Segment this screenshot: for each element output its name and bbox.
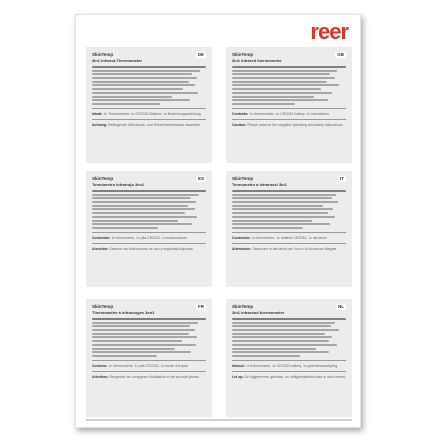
language-grid	[86, 47, 352, 419]
card-de	[86, 47, 212, 163]
caution-line: Attenzione: Osservare le istruzioni per l'uso e di sicurezza allegate.	[232, 246, 338, 251]
card-title: 3in1 Infrarot-Thermometer	[92, 58, 143, 63]
caution-line: Atención: Observe las indicaciones de uso y seguridad adjuntas.	[92, 246, 194, 251]
brand-logo: reer	[310, 19, 348, 44]
language-badge: FR	[198, 304, 204, 309]
card-title: Thermomètre à infrarouges 3en1	[92, 310, 155, 315]
card-title: 3in1 infrared thermometer	[232, 58, 282, 63]
card-fr	[86, 299, 212, 417]
caution-line: Achtung: Beiliegende Gebrauchs- und Sicherheitshinweise beachten.	[92, 122, 201, 127]
contents-line: Contents: 1x thermometer, 1x CR2032 battery, 1x instructions	[232, 111, 329, 116]
footer-bar	[86, 419, 352, 421]
contents-line: Contenu: 1x thermomètre, 1x pile CR2032, 1x mode d'emploi	[92, 363, 188, 368]
card-gb	[226, 47, 352, 163]
card-brand: SkinTemp	[232, 52, 254, 57]
caution-line: Caution: Please observe the supplied operating and safety instructions.	[232, 122, 344, 127]
language-badge: NL	[338, 304, 344, 309]
language-badge: DE	[197, 52, 204, 57]
card-brand: SkinTemp	[92, 176, 114, 181]
card-brand: SkinTemp	[232, 176, 254, 181]
contents-line: Contenuto: 1x termometro, 1x batteria CR2032, 1x istruzioni	[232, 235, 327, 240]
contents-line: Inhalt: 1x Thermometer, 1x CR2032 Batterie, 1x Bedienungsanleitung	[92, 111, 201, 116]
card-es	[86, 171, 212, 287]
card-nl	[226, 299, 352, 417]
card-brand: SkinTemp	[232, 304, 254, 309]
language-badge: IT	[340, 176, 344, 181]
card-title: 3in1 infrarood thermometer	[232, 310, 285, 315]
card-it	[226, 171, 352, 287]
card-brand: SkinTemp	[92, 304, 114, 309]
card-title: Termómetro infrarrojo 3en1	[92, 182, 145, 187]
instruction-sheet	[75, 14, 361, 428]
caution-line: Attention: Respecter les consignes d'utilisation et de sécurité jointes.	[92, 374, 200, 379]
language-badge: GB	[337, 52, 344, 57]
contents-line: Contenido: 1x termómetro, 1x pila CR2032, 1x instrucciones	[92, 235, 187, 240]
card-title: Termometro a infrarossi 3in1	[232, 182, 287, 187]
caution-line: Let op: De bijgeleverde gebruiks- en veiligheidsinstructies in acht nemen.	[232, 374, 346, 379]
contents-line: Inhoud: 1x thermometer, 1x CR2032 batterij, 1x gebruiksaanwijzing	[232, 363, 338, 368]
card-brand: SkinTemp	[92, 52, 114, 57]
language-badge: ES	[197, 176, 204, 181]
